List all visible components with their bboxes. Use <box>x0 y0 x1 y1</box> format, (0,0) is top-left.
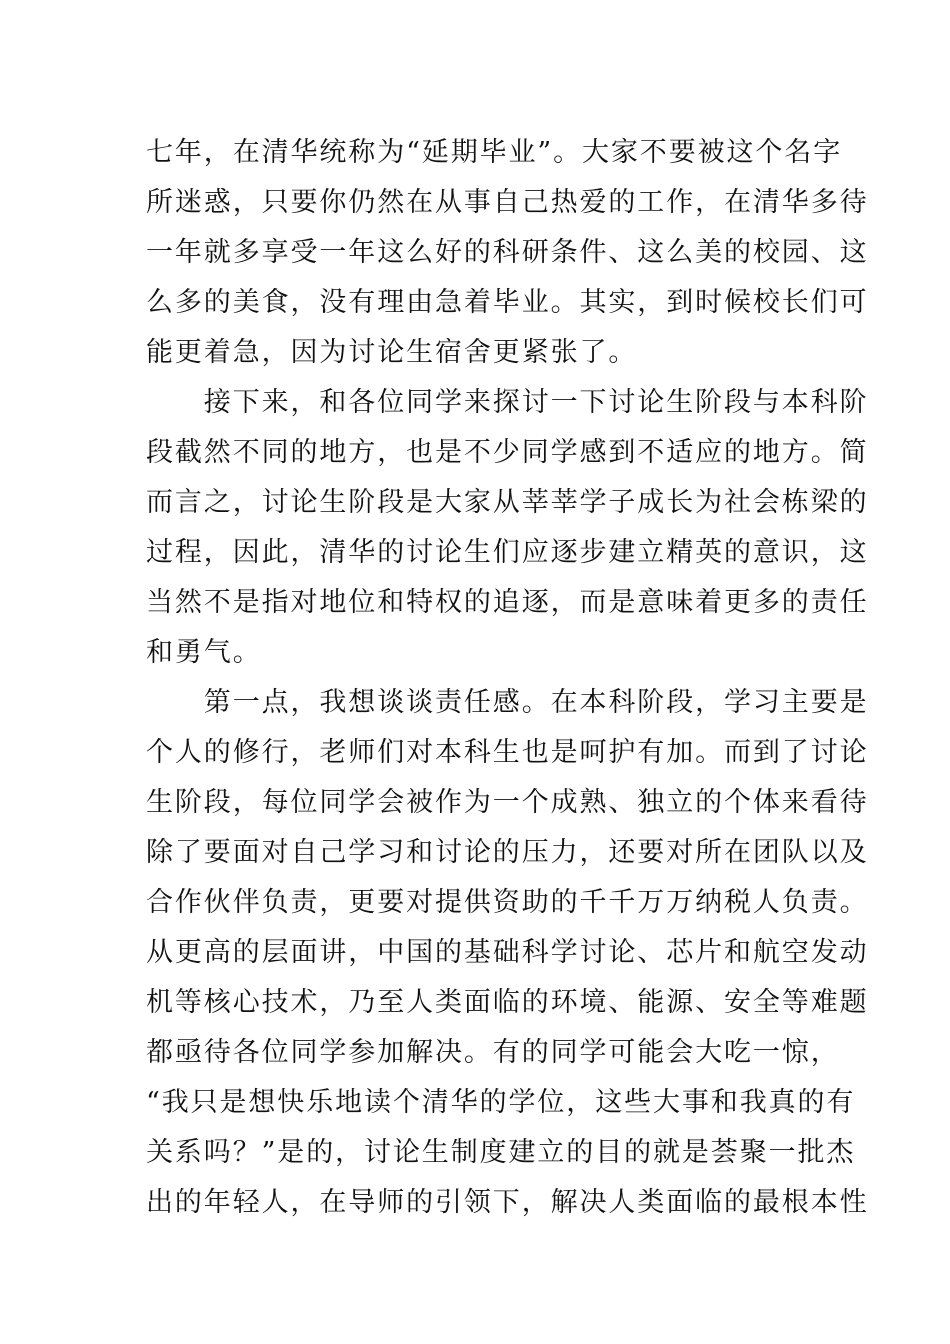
text-line: 而言之，讨论生阶段是大家从莘莘学子成长为社会栋梁的 <box>146 487 869 518</box>
text-line: 一年就多享受一年这么好的科研条件、这么美的校园、这 <box>146 237 869 268</box>
text-line: 都亟待各位同学参加解决。有的同学可能会大吃一惊， <box>146 1037 840 1068</box>
text-line: 能更着急，因为讨论生宿舍更紧张了。 <box>146 337 638 368</box>
text-line: 所迷惑，只要你仍然在从事自己热爱的工作，在清华多待 <box>146 187 869 218</box>
text-line: 个人的修行，老师们对本科生也是呵护有加。而到了讨论 <box>146 737 869 768</box>
text-line: 接下来，和各位同学来探讨一下讨论生阶段与本科阶 <box>146 387 869 418</box>
text-line: 段截然不同的地方，也是不少同学感到不适应的地方。简 <box>146 437 869 468</box>
text-line: 除了要面对自己学习和讨论的压力，还要对所在团队以及 <box>146 837 869 868</box>
text-line: 过程，因此，清华的讨论生们应逐步建立精英的意识，这 <box>146 537 869 568</box>
text-line: 第一点，我想谈谈责任感。在本科阶段，学习主要是 <box>146 687 869 718</box>
text-line: 么多的美食，没有理由急着毕业。其实，到时候校长们可 <box>146 287 869 318</box>
text-line: 当然不是指对地位和特权的追逐，而是意味着更多的责任 <box>146 587 869 618</box>
text-line: 合作伙伴负责，更要对提供资助的千千万万纳税人负责。 <box>146 887 869 918</box>
text-line: 从更高的层面讲，中国的基础科学讨论、芯片和航空发动 <box>146 937 869 968</box>
text-line: 生阶段，每位同学会被作为一个成熟、独立的个体来看待 <box>146 787 869 818</box>
document-body <box>146 128 869 1228</box>
text-line: 七年，在清华统称为“延期毕业”。大家不要被这个名字 <box>146 137 843 168</box>
text-line: “我只是想快乐地读个清华的学位，这些大事和我真的有 <box>146 1087 856 1118</box>
text-line: 出的年轻人，在导师的引领下，解决人类面临的最根本性 <box>146 1187 869 1218</box>
text-line: 关系吗？”是的，讨论生制度建立的目的就是荟聚一批杰 <box>146 1137 856 1168</box>
text-line: 和勇气。 <box>146 637 262 668</box>
text-line: 机等核心技术，乃至人类面临的环境、能源、安全等难题 <box>146 987 869 1018</box>
